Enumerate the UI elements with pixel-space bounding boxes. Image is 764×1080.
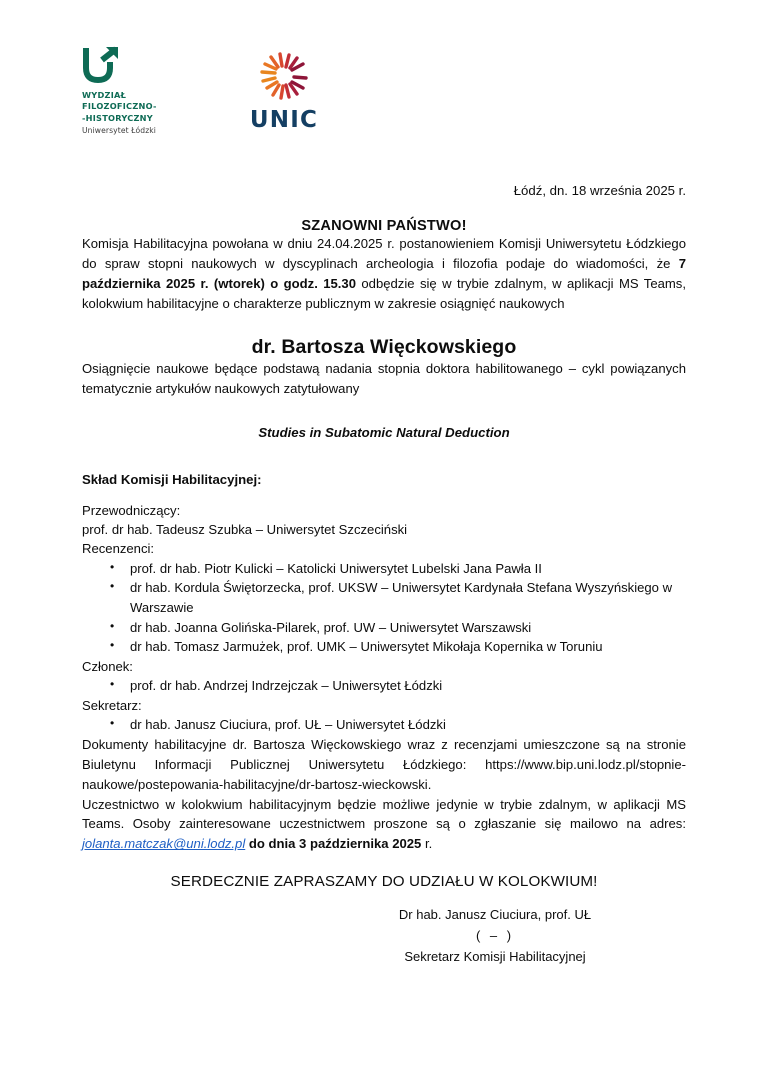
faculty-logo-line3: -HISTORYCZNY — [82, 112, 153, 123]
work-title: Studies in Subatomic Natural Deduction — [258, 424, 510, 440]
intro-part2: odbędzie się w trybie zdalnym, w aplikacji MS Teams, kolokwium habilitacyjne o charakterze publicznym w zakresie osiągnięć naukowych — [82, 275, 686, 311]
list-item: • dr hab. Kordula Świętorzecka, prof. UKSW – Uniwersytet Kardynała Stefana Wyszyńskiego w Warszawie — [82, 578, 686, 617]
reviewers-label: Recenzenci: — [82, 541, 155, 557]
contact-email-link[interactable]: jolanta.matczak@uni.lodz.pl — [82, 836, 246, 852]
place-and-date: Łódź, dn. 18 września 2025 r. — [513, 183, 686, 198]
reviewers-list — [82, 559, 686, 657]
unic-wordmark: UNIC — [249, 107, 319, 133]
secretary-list — [82, 715, 686, 735]
faculty-logo-text — [82, 90, 200, 137]
list-item: • prof. dr hab. Piotr Kulicki – Katolicki Uniwersytet Lubelski Jana Pawła II — [82, 559, 686, 579]
signature-mark: ( – ) — [475, 928, 515, 944]
participation-part2: r. — [421, 836, 433, 852]
member-label: Członek: — [82, 658, 133, 674]
list-item: • prof. dr hab. Andrzej Indrzejczak – Uniwersytet Łódzki — [82, 676, 686, 696]
documents-paragraph: Dokumenty habilitacyjne dr. Bartosza Więckowskiego wraz z recenzjami umieszczone są na stronie Biuletynu Informacji Publicznej Uniwersytetu Łódzkiego: https://www.bip.uni.lodz.pl/stopnie-naukowe/postepowania-habilitacyjne/dr-bartosz-wieckowski. — [82, 736, 686, 792]
participation-paragraph — [82, 795, 686, 855]
faculty-logo-subtitle: Uniwersytet Łódzki — [82, 126, 157, 136]
signature-name: Dr hab. Janusz Ciuciura, prof. UŁ — [398, 907, 592, 923]
list-item: • dr hab. Janusz Ciuciura, prof. UŁ – Uniwersytet Łódzki — [82, 715, 686, 735]
chair-label: Przewodniczący: — [82, 502, 181, 518]
secretary-label: Sekretarz: — [82, 697, 142, 713]
chair-name: prof. dr hab. Tadeusz Szubka – Uniwersytet Szczeciński — [82, 521, 408, 537]
faculty-logo-line1: WYDZIAŁ — [82, 90, 127, 100]
candidate-name: dr. Bartosza Więckowskiego — [251, 335, 517, 358]
intro-event-datetime: 7 października 2025 r. (wtorek) o godz. 15.30 — [82, 256, 686, 291]
logo-header — [0, 0, 764, 136]
intro-part1: Komisja Habilitacyjna powołana w dniu 24.04.2025 r. postanowieniem Komisji Uniwersytetu Łódzkiego do spraw stopni naukowych w dyscyplinach archeologia i filozofia podaje do wiadomości, że — [82, 236, 686, 272]
list-item: • dr hab. Joanna Golińska-Pilarek, prof. UW – Uniwersytet Warszawski — [82, 618, 686, 638]
arrow-u-logo-icon — [82, 46, 122, 84]
faculty-logo-line2: FILOZOFICZNO- — [82, 101, 157, 112]
faculty-logo — [82, 46, 200, 137]
achievement-paragraph: Osiągnięcie naukowe będące podstawą nadania stopnia doktora habilitowanego – cykl powiązanych tematycznie artykułów naukowych zatytułowany — [82, 360, 686, 396]
participation-part1: Uczestnictwo w kolokwium habilitacyjnym będzie możliwe jedynie w trybie zdalnym, w aplikacji MS Teams. Osoby zainteresowane uczestnictwem proszone są o zgłaszanie się mailowo na adres: — [82, 796, 686, 832]
letter-body — [0, 182, 764, 967]
committee-heading: Skład Komisji Habilitacyjnej: — [82, 471, 262, 487]
unic-logo — [236, 46, 332, 133]
members-list — [82, 676, 686, 696]
invitation-line: SERDECZNIE ZAPRASZAMY DO UDZIAŁU W KOLOKWIUM! — [170, 873, 598, 891]
registration-deadline: do dnia 3 października 2025 — [245, 836, 422, 852]
signature-block — [82, 904, 686, 967]
sunburst-logo-icon — [254, 48, 314, 106]
signature-role: Sekretarz Komisji Habilitacyjnej — [404, 949, 586, 965]
intro-paragraph — [82, 234, 686, 314]
list-item: • dr hab. Tomasz Jarmużek, prof. UMK – Uniwersytet Mikołaja Kopernika w Toruniu — [82, 637, 686, 657]
salutation: SZANOWNI PAŃSTWO! — [301, 218, 467, 235]
